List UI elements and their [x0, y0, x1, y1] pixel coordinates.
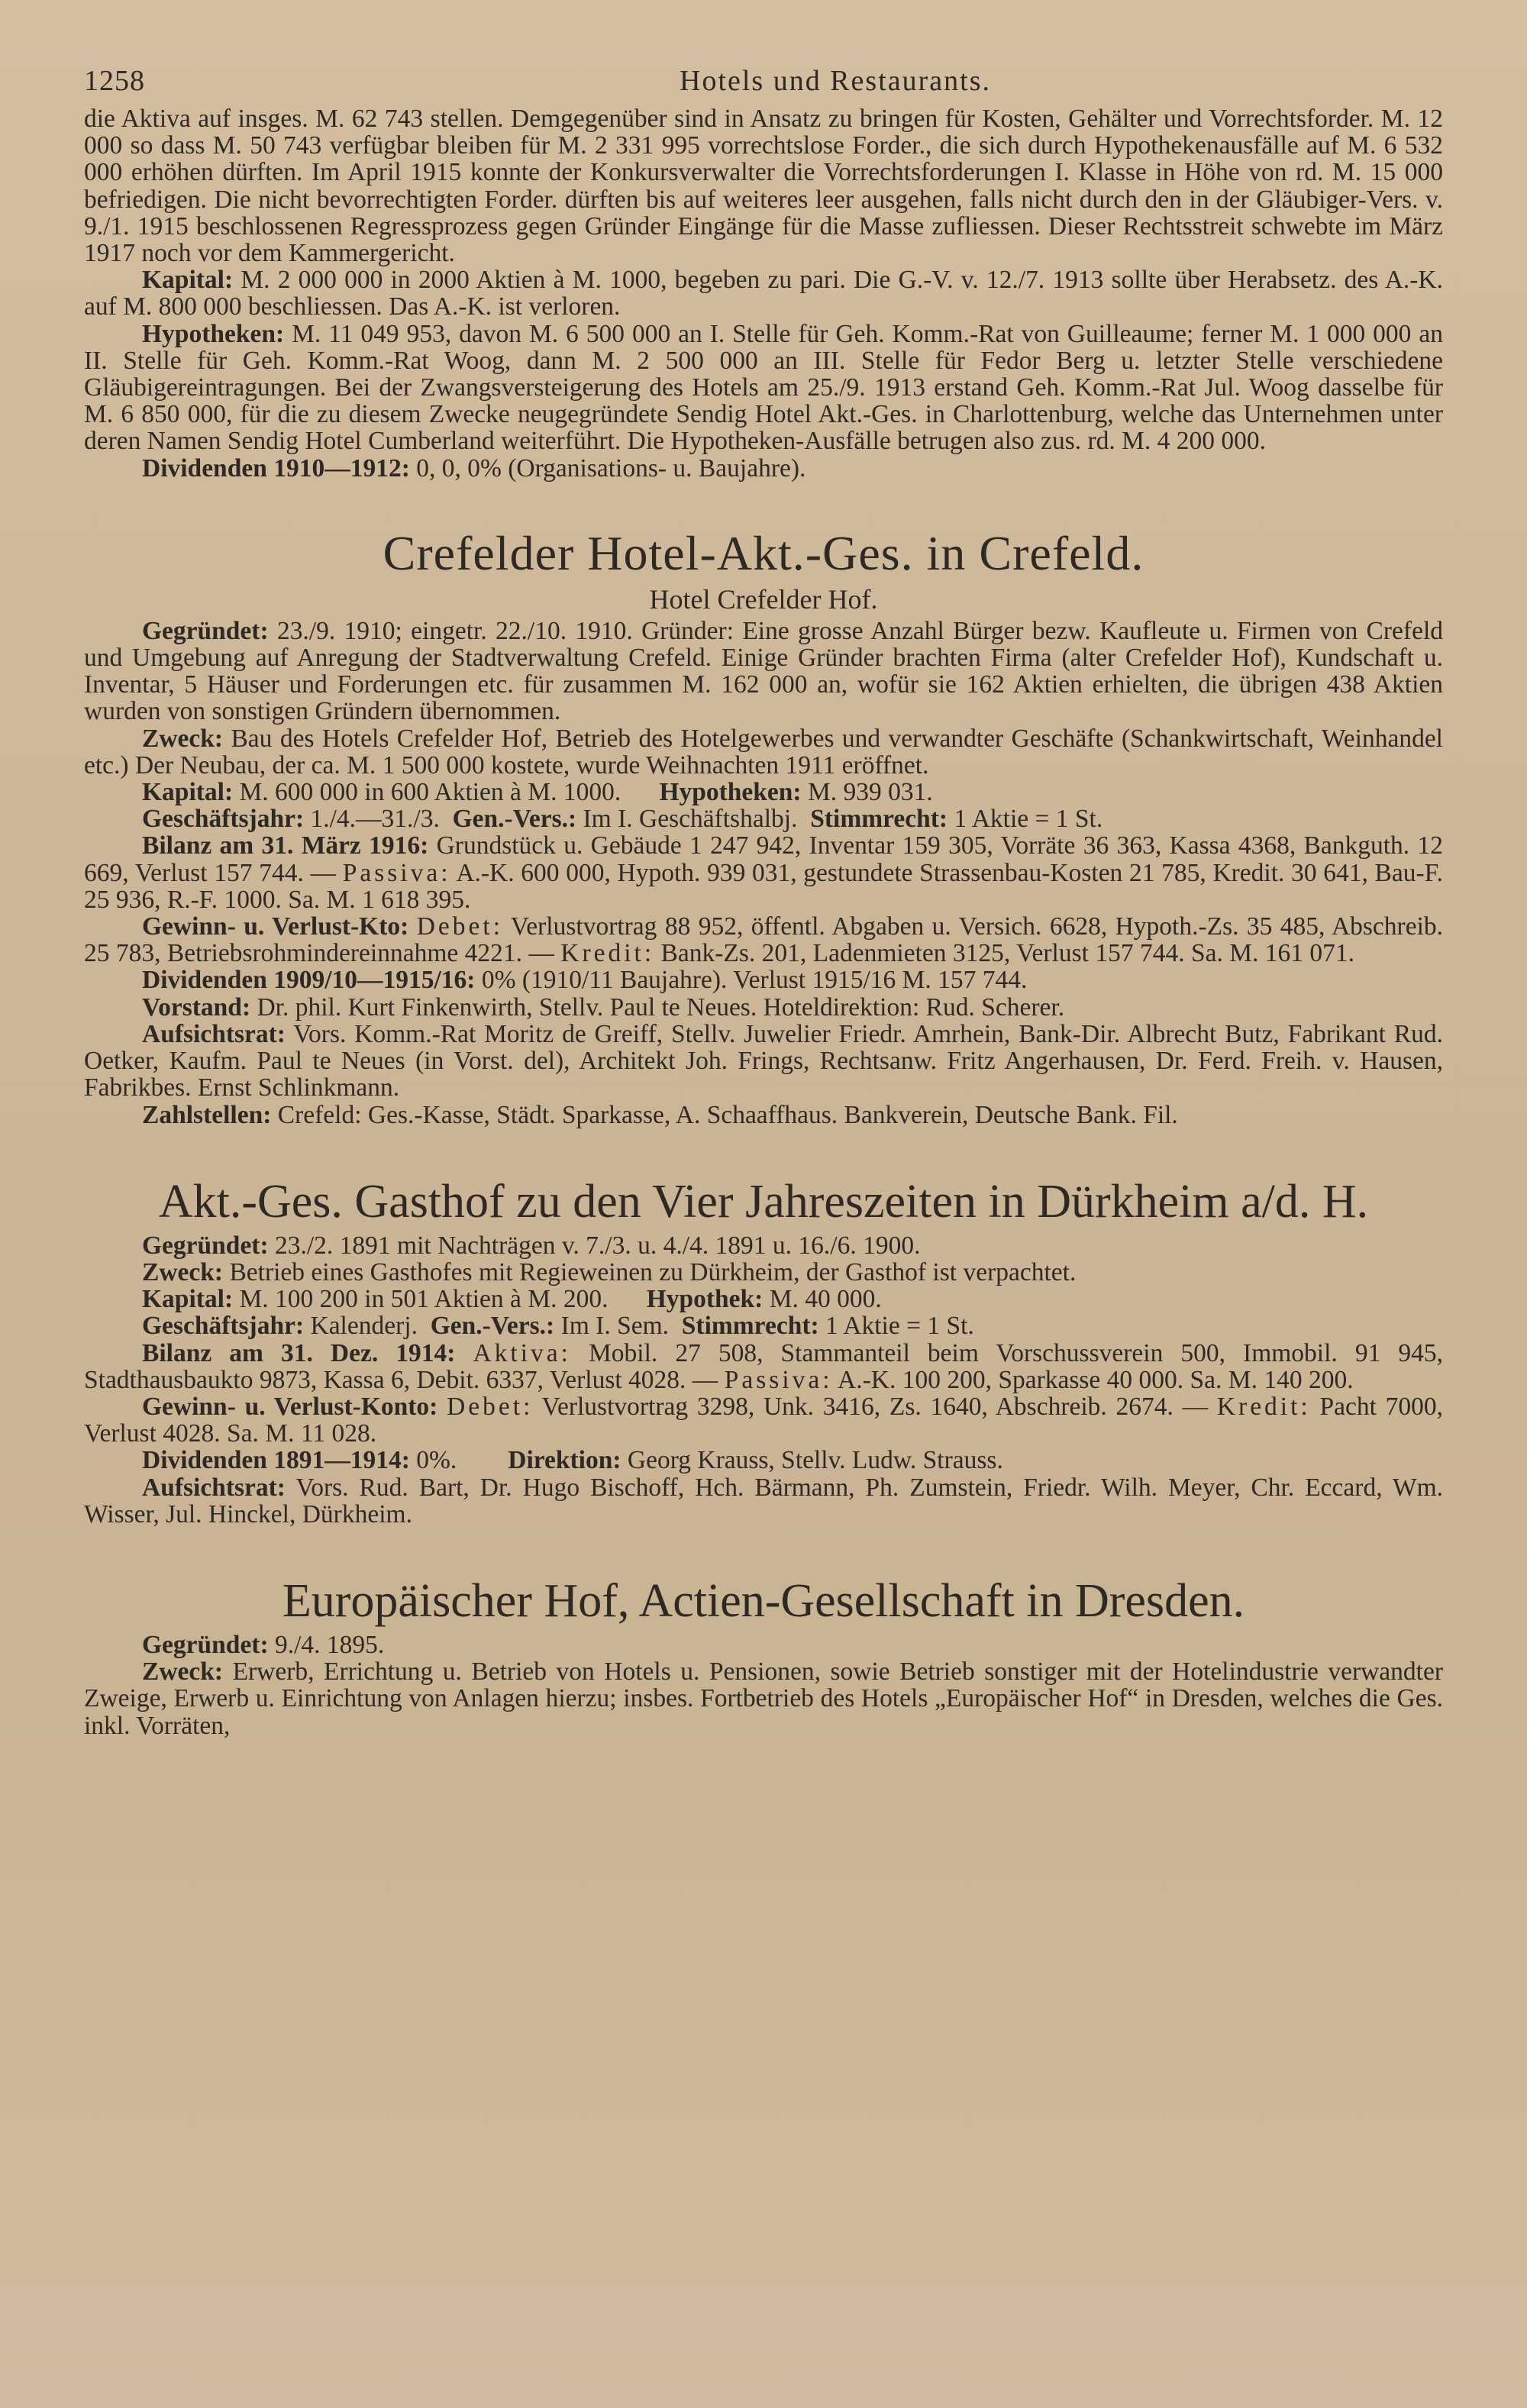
entry-label: Dividenden 1909/10—1915/16: [142, 966, 476, 995]
entry-label: Gewinn- u. Verlust-Konto: [142, 1392, 438, 1421]
entry-text: M. 100 200 in 501 Aktien à M. 200. [233, 1285, 609, 1314]
entry-text [437, 1393, 447, 1421]
entry-label: Stimmrecht: [681, 1312, 819, 1341]
entry-text: 1 Aktie = 1 St. [948, 805, 1103, 834]
entry-zweck [84, 1259, 1443, 1286]
entry-text: Vors. Rud. Bart, Dr. Hugo Bischoff, Hch. Bärmann, Ph. Zumstein, Friedr. Wilh. Meyer, Chr. Eccard, Wm. Wisser, Jul. Hinckel, Dürkheim. [84, 1473, 1443, 1528]
entry-text: Bank-Zs. 201, Ladenmieten 3125, Verlust 157 744. Sa. M. 161 071. [654, 939, 1354, 968]
entry-text: 0% (1910/11 Baujahre). Verlust 1915/16 M. 157 744. [475, 966, 1028, 995]
entry-text: 1 Aktie = 1 St. [818, 1312, 974, 1341]
entry-label: Aufsichtsrat: [142, 1473, 286, 1502]
entry-text: Mobil. 27 508, Stammanteil beim Vorschussverein 500, Immobil. 91 945, Stadthausbaukto 9873, Kassa 6, Debit. 6337, Verlust 4028. — [84, 1338, 1444, 1394]
entry-label: Kredit: [560, 939, 655, 968]
entry-label: Dividenden 1910—1912: [142, 454, 410, 483]
entry-label: Dividenden 1891—1914: [142, 1446, 410, 1475]
entry-text [455, 1339, 473, 1367]
entry-label: Kapital: [142, 778, 234, 807]
entry-text: Dr. phil. Kurt Finkenwirth, Stellv. Paul te Neues. Hoteldirektion: Rud. Scherer. [250, 993, 1065, 1022]
entry-label: Hypotheken: [142, 319, 285, 348]
entry-label: Kapital: [142, 1285, 234, 1314]
page-number: 1258 [84, 65, 145, 97]
entry-zweck [84, 725, 1443, 779]
entry-text: M. 939 031. [801, 778, 933, 807]
running-title: Hotels und Restaurants. [680, 65, 992, 97]
entry-label: Gegründet: [142, 1231, 269, 1260]
entry-geschaeftsjahr [84, 805, 1443, 832]
entry-text: A.-K. 600 000, Hypoth. 939 031, gestundete Strassenbau-Kosten 21 785, Kredit. 30 641, Bau-F. 25 936, R.-F. 1000. Sa. M. 1 618 395. [84, 858, 1444, 914]
entry-text: 0, 0, 0% (Organisations- u. Baujahre). [409, 454, 806, 483]
entry-text: 1./4.—31./3. [304, 805, 440, 834]
entry-label: Gegründet: [142, 1630, 269, 1659]
entry-aufsichtsrat [84, 1474, 1443, 1528]
section-title-crefelder: Crefelder Hotel-Akt.-Ges. in Crefeld. [383, 525, 1144, 580]
entry-kapital [84, 779, 1443, 805]
entry-text: Crefeld: Ges.-Kasse, Städt. Sparkasse, A. Schaaffhaus. Bankverein, Deutsche Bank. Fil. [271, 1100, 1178, 1129]
entry-text: Bau des Hotels Crefelder Hof, Betrieb des Hotelgewerbes und verwandter Geschäfte (Schankwirtschaft, Weinhandel etc.) Der Neubau, der ca. M. 1 500 000 kostete, wurde Weihnachten 1911 eröffnet. [84, 724, 1443, 780]
entry-gegruendet [84, 1632, 1443, 1658]
entry-label: Direktion: [508, 1446, 621, 1475]
entry-text: M. 11 049 953, davon M. 6 500 000 an I. Stelle für Geh. Komm.-Rat von Guilleaume; ferner M. 1 000 000 an II. Stelle für Geh. Komm.-Rat Woog, dann M. 2 500 000 an III. Stelle für Fedor Berg u. letzter Stelle verschiedene Gläubigereintragungen. Bei der Zwangsversteigerung des Hotels am 25./9. 1913 erstand Geh. Komm.-Rat Jul. Woog dasselbe für M. 6 850 000, für die zu diesem Zwecke neugegründete Sendig Hotel Akt.-Ges. in Charlottenburg, welche das Unternehmen unter deren Namen Sendig Hotel Cumberland weiterführt. Die Hypotheken-Ausfälle betrugen also zus. rd. M. 4 200 000. [84, 319, 1443, 456]
entry-label: Stimmrecht: [810, 805, 948, 834]
entry-label: Geschäftsjahr: [142, 1312, 305, 1341]
entry-label: Passiva: [724, 1365, 833, 1394]
entry-zweck [84, 1658, 1443, 1739]
entry-kapital [84, 266, 1443, 320]
entry-text: 0%. [409, 1446, 457, 1475]
entry-text: Im I. Sem. [554, 1312, 670, 1341]
entry-dividenden [84, 455, 1443, 482]
entry-text: Georg Krauss, Stellv. Ludw. Strauss. [621, 1446, 1003, 1475]
entry-aufsichtsrat [84, 1021, 1443, 1102]
entry-text: 9./4. 1895. [268, 1630, 385, 1659]
entry-bilanz [84, 832, 1443, 913]
intro-paragraph: die Aktiva auf insges. M. 62 743 stellen. Demgegenüber sind in Ansatz zu bringen für Kosten, Gehälter und Vorrechtsforder. M. 12 000 so dass M. 50 743 verfügbar bleiben für M. 2 331 995 vorrechtslose Forder., die sich durch Hypothekenausfälle auf M. 6 532 000 erhöhen dürften. Im April 1915 konnte der Konkursverwalter die Vorrechtsforderungen I. Klasse in Höhe von rd. M. 15 000 befriedigen. Die nicht bevorrechtigten Forder. dürften bis auf weiteres leer ausgehen, falls nicht durch den in der Gläubiger-Vers. v. 9./1. 1915 beschlossenen Regressprozess gegen Gründer Eingänge für die Masse zufliessen. Dieser Rechtsstreit schwebte im März 1917 noch vor dem Kammergericht. [84, 105, 1443, 268]
entry-zahlstellen [84, 1102, 1443, 1128]
entry-label: Gen.-Vers.: [452, 805, 577, 834]
entry-text: M. 40 000. [763, 1285, 882, 1314]
entry-label: Zahlstellen: [142, 1100, 272, 1129]
entry-text: Vors. Komm.-Rat Moritz de Greiff, Stellv. Juwelier Friedr. Amrhein, Bank-Dir. Albrecht Butz, Fabrikant Rud. Oetker, Kaufm. Paul te Neues (in Vorst. del), Architekt Joh. Frings, Rechtsanw. Fritz Angerhausen, Dr. Ferd. Freih. v. Hausen, Fabrikbes. Ernst Schlinkmann. [84, 1019, 1443, 1102]
entry-text: Betrieb eines Gasthofes mit Regieweinen zu Dürkheim, der Gasthof ist verpachtet. [223, 1257, 1077, 1286]
entry-label: Bilanz am 31. Dez. 1914: [142, 1338, 456, 1367]
entry-text: Grundstück u. Gebäude 1 247 942, Inventar 159 305, Vorräte 36 363, Kassa 4368, Bankguth. 12 669, Verlust 157 744. — [84, 831, 1443, 887]
entry-vorstand [84, 994, 1443, 1021]
entry-label: Bilanz am 31. März 1916: [142, 831, 429, 860]
entry-text: A.-K. 100 200, Sparkasse 40 000. Sa. M. 140 200. [832, 1365, 1354, 1394]
section-title-europaeischer-hof: Europäischer Hof, Actien-Gesellschaft in Dresden. [282, 1574, 1245, 1627]
entry-text: 23./2. 1891 mit Nachträgen v. 7./3. u. 4./4. 1891 u. 16./6. 1900. [268, 1231, 921, 1260]
entry-text: Im I. Geschäftshalbj. [576, 805, 798, 834]
entry-gegruendet [84, 618, 1443, 725]
entry-label: Kapital: [142, 266, 234, 295]
entry-label: Debet: [447, 1392, 534, 1421]
entry-label: Debet: [416, 912, 503, 941]
entry-text [408, 912, 416, 941]
entry-text: Kalenderj. [304, 1312, 418, 1341]
section-subtitle-crefelder: Hotel Crefelder Hof. [649, 583, 878, 615]
entry-gegruendet [84, 1232, 1443, 1259]
entry-text: Verlustvortrag 3298, Unk. 3416, Zs. 1640, Abschreib. 2674. — [533, 1392, 1217, 1421]
entry-text: M. 600 000 in 600 Aktien à M. 1000. [233, 778, 621, 807]
entry-label: Gegründet: [142, 616, 269, 645]
entry-text: Verlustvortrag 88 952, öffentl. Abgaben u. Versich. 6628, Hypoth.-Zs. 35 485, Abschreib. 25 783, Betriebsrohmindereinnahme 4221. — [84, 912, 1443, 968]
entry-label: Passiva: [342, 858, 451, 887]
entry-label: Vorstand: [142, 993, 251, 1022]
entry-label: Hypothek: [646, 1285, 764, 1314]
entry-text: M. 2 000 000 in 2000 Aktien à M. 1000, begeben zu pari. Die G.-V. v. 12./7. 1913 sollte über Herabsetz. des A.-K. auf M. 800 000 beschliessen. Das A.-K. ist verloren. [84, 266, 1443, 321]
entry-label: Gewinn- u. Verlust-Kto: [142, 912, 409, 941]
entry-geschaeftsjahr [84, 1312, 1443, 1339]
entry-label: Zweck: [142, 1257, 224, 1286]
entry-label: Aufsichtsrat: [142, 1019, 286, 1048]
entry-label: Aktiva: [473, 1338, 571, 1367]
page-header [84, 53, 1443, 99]
entry-label: Kredit: [1216, 1392, 1311, 1421]
entry-label: Zweck: [142, 1658, 224, 1687]
entry-gewinn-verlust [84, 1393, 1443, 1447]
entry-kapital [84, 1286, 1443, 1312]
entry-bilanz [84, 1340, 1443, 1393]
entry-label: Hypotheken: [659, 778, 802, 807]
entry-label: Zweck: [142, 724, 224, 753]
entry-hypotheken [84, 321, 1443, 455]
entry-text: Pacht 7000, Verlust 4028. Sa. M. 11 028. [84, 1392, 1443, 1448]
entry-text: Erwerb, Errichtung u. Betrieb von Hotels u. Pensionen, sowie Betrieb sonstiger mit der Hotelindustrie verwandter Zweige, Erwerb u. Einrichtung von Anlagen hierzu; insbes. Fortbetrieb des Hotels „Europäischer Hof“ in Dresden, welches die Ges. inkl. Vorräten, [84, 1658, 1443, 1740]
entry-dividenden [84, 1447, 1443, 1474]
entry-label: Geschäftsjahr: [142, 805, 305, 834]
entry-text: 23./9. 1910; eingetr. 22./10. 1910. Gründer: Eine grosse Anzahl Bürger bezw. Kaufleute u. Firmen von Crefeld und Umgebung auf Anregung der Stadtverwaltung Crefeld. Einige Gründer brachten Firma (alter Crefelder Hof), Kundschaft u. Inventar, 5 Häuser und Forderungen etc. für zusammen M. 162 000 an, wofür sie 162 Aktien erhielten, die übrigen 438 Aktien wurden von sonstigen Gründern übernommen. [84, 616, 1443, 726]
entry-dividenden [84, 967, 1443, 993]
entry-label: Gen.-Vers.: [430, 1312, 555, 1341]
entry-gewinn-verlust [84, 913, 1443, 967]
section-title-duerkheim: Akt.-Ges. Gasthof zu den Vier Jahreszeiten in Dürkheim a/d. H. [158, 1175, 1369, 1228]
